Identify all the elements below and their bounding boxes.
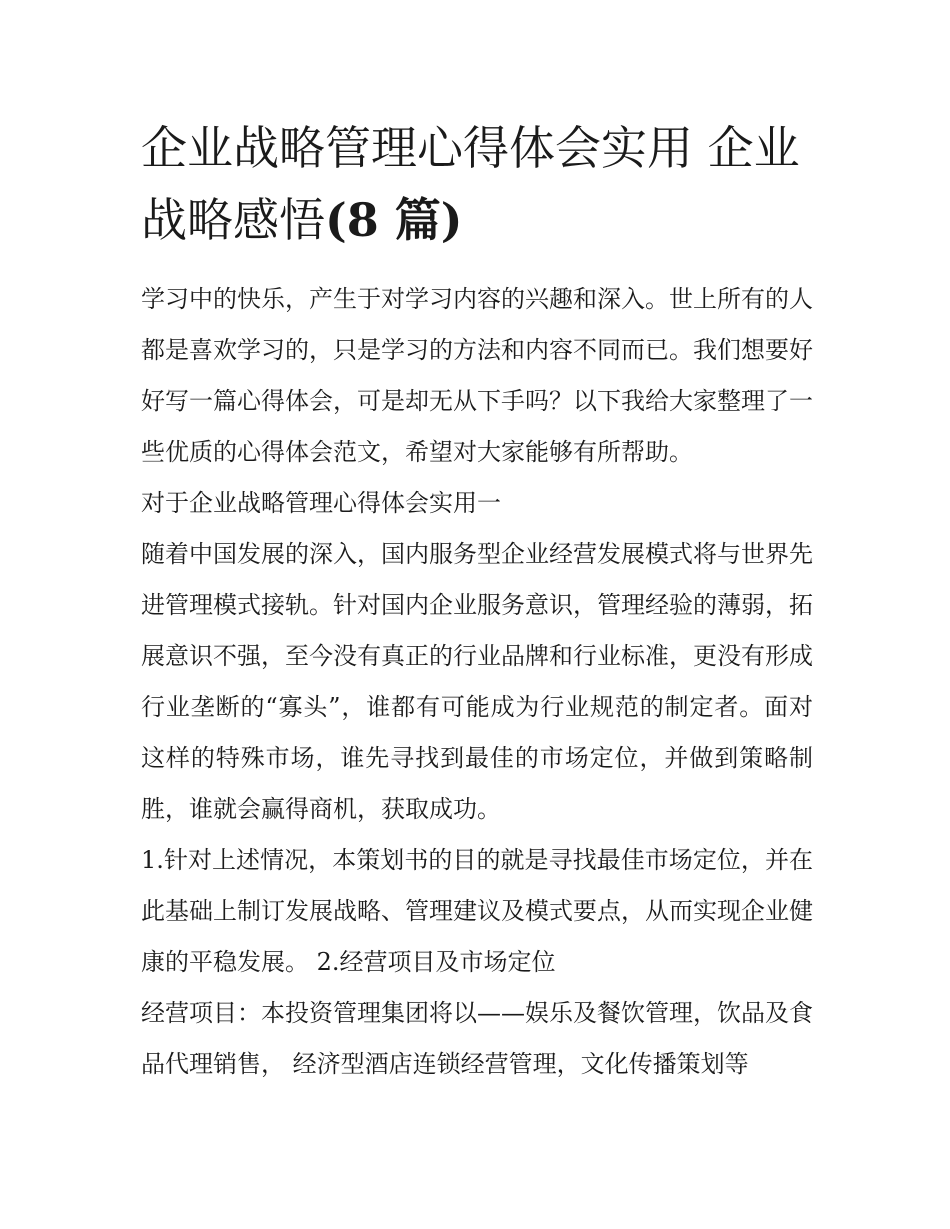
paragraph-purpose: 1.针对上述情况，本策划书的目的就是寻找最佳市场定位，并在此基础上制订发展战略、管理建议及模式要点，从而实现企业健康的平稳发展。 2.经营项目及市场定位 xyxy=(141,846,813,976)
document-title xyxy=(141,112,813,256)
title-main: 企业战略管理心得体会实用 企业战略感悟 xyxy=(141,121,800,247)
section-heading: 对于企业战略管理心得体会实用一 xyxy=(141,489,501,517)
paragraph-background: 随着中国发展的深入，国内服务型企业经营发展模式将与世界先进管理模式接轨。针对国内企业服务意识，管理经验的薄弱，拓展意识不强，至今没有真正的行业品牌和行业标准，更没有形成行业垄断的“寡头”，谁都有可能成为行业规范的制定者。面对这样的特殊市场，谁先寻找到最佳的市场定位，并做到策略制胜，谁就会赢得商机，获取成功。 xyxy=(141,540,813,823)
document-page xyxy=(141,112,813,1090)
paragraph-intro: 学习中的快乐，产生于对学习内容的兴趣和深入。世上所有的人都是喜欢学习的，只是学习的方法和内容不同而已。我们想要好好写一篇心得体会，可是却无从下手吗？以下我给大家整理了一些优质的心得体会范文，希望对大家能够有所帮助。 xyxy=(141,285,813,466)
paragraph-business-items: 经营项目：本投资管理集团将以——娱乐及餐饮管理，饮品及食品代理销售， 经济型酒店连锁经营管理，文化传播策划等 xyxy=(141,999,813,1078)
document-body xyxy=(141,274,813,1090)
title-suffix: (8 篇) xyxy=(325,193,463,247)
